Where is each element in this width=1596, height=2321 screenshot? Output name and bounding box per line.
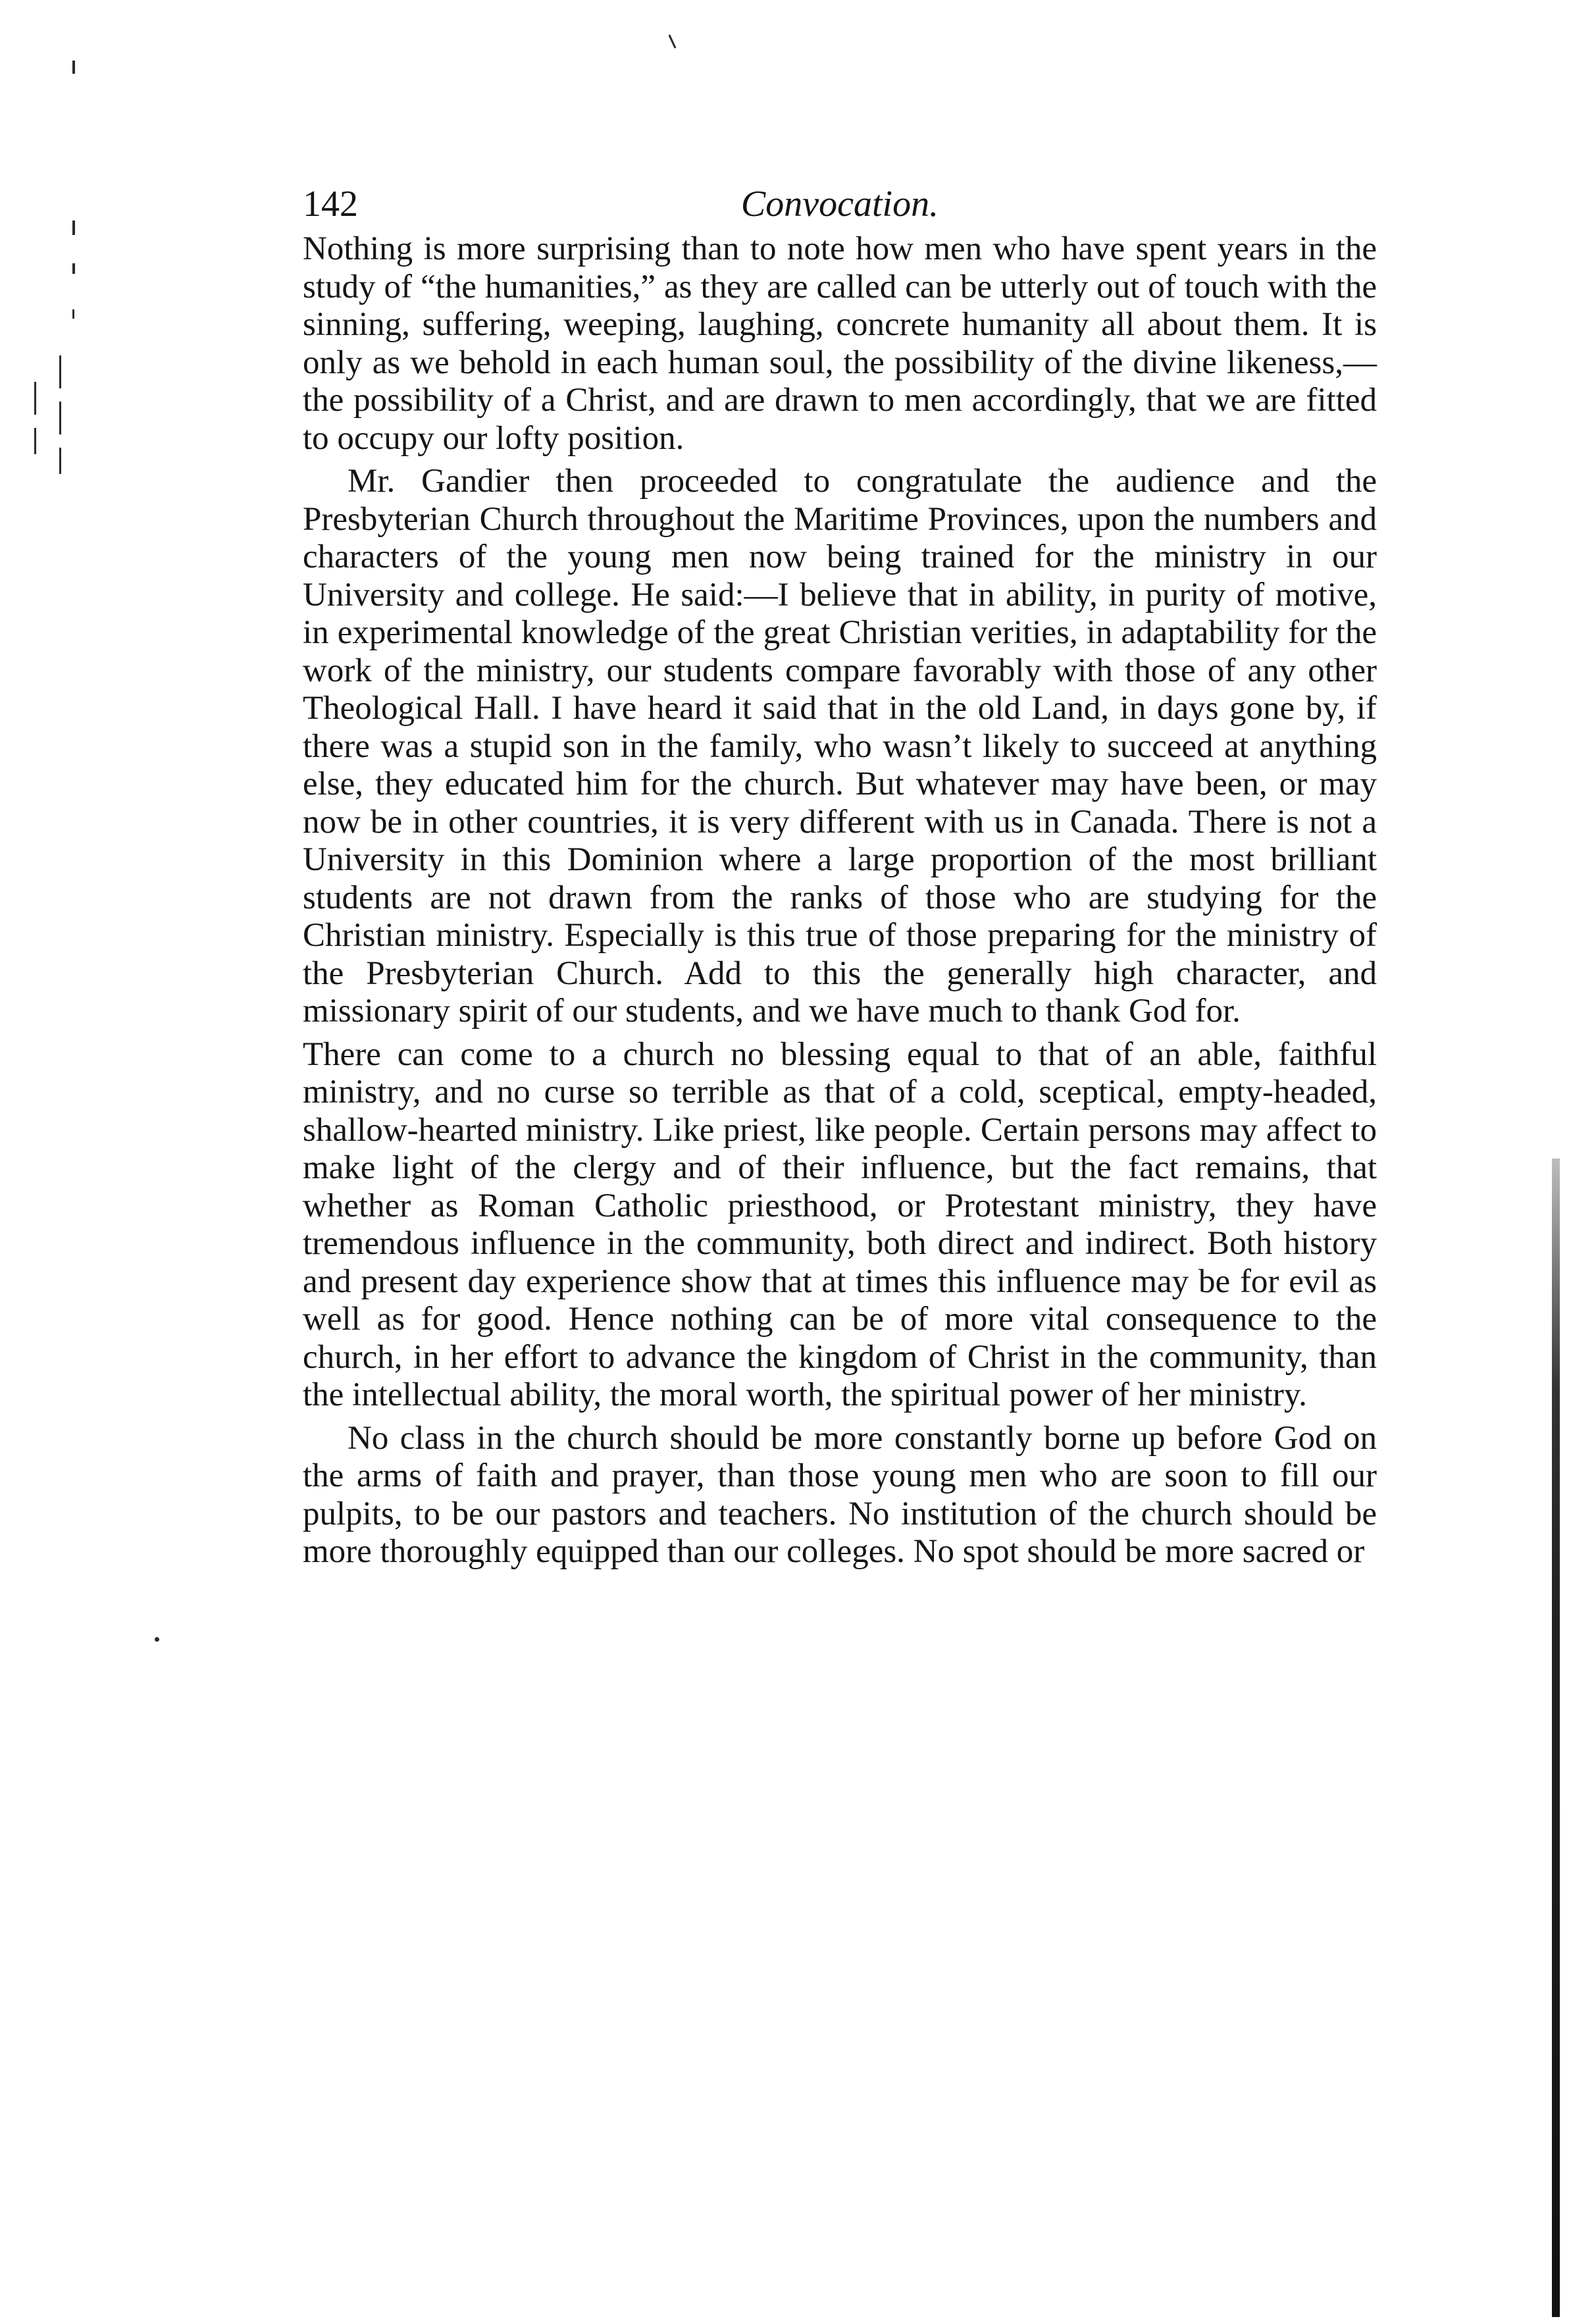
- scan-mark: [668, 34, 676, 48]
- scan-mark: [34, 428, 36, 454]
- scan-mark: [59, 448, 61, 474]
- scan-mark: [72, 309, 74, 319]
- scan-mark: [155, 1637, 159, 1642]
- paragraph: Mr. Gandier then proceeded to congratulate the audience and the Presbyterian Church throughout the Maritime Provinces, upon the numbers and characters of the young men now being trained for the ministry in our University and college. He said:—I believe that in ability, in purity of motive, in experimental knowledge of the great Christian verities, in adaptability for the work of the ministry, our students compare favorably with those of any other Theological Hall. I have heard it said that in the old Land, in days gone by, if there was a stupid son in the family, who wasn’t likely to succeed at anything else, they educated him for the church. But whatever may have been, or may now be in other countries, it is very different with us in Canada. There is not a University in this Dominion where a large proportion of the most brilliant students are not drawn from the ranks of those who are studying for the Christian ministry. Especially is this true of those preparing for the ministry of the Presbyterian Church. Add to this the generally high character, and missionary spirit of our students, and we have much to thank God for.: [303, 463, 1377, 1030]
- scan-mark: [72, 221, 75, 235]
- paragraph: Nothing is more surprising than to note how men who have spent years in the study of “the humanities,” as they are called can be utterly out of touch with the sinning, suffering, weeping, laughing, concrete humanity all about them. It is only as we behold in each human soul, the possibility of the divine likeness,—the possibility of a Christ, and are drawn to men accordingly, that we are fitted to occupy our lofty position.: [303, 230, 1377, 457]
- page-header: [303, 165, 1377, 230]
- paragraph: No class in the church should be more constantly borne up before God on the arms of faith and prayer, than those young men who are soon to fill our pulpits, to be our pastors and teachers. No institution of the church should be more thoroughly equipped than our colleges. No spot should be more sacred or: [303, 1419, 1377, 1570]
- scan-mark: [34, 382, 36, 415]
- page-edge-shadow: [1552, 1159, 1560, 2317]
- scan-mark: [72, 263, 75, 274]
- running-title: Convocation.: [740, 184, 939, 224]
- paragraph: There can come to a church no blessing equal to that of an able, faithful ministry, and no curse so terrible as that of a cold, sceptical, empty-headed, shallow-hearted ministry. Like priest, like people. Certain persons may affect to make light of the clergy and of their influence, but the fact remains, that whether as Roman Catholic priesthood, or Protestant ministry, they have tremendous influence in the community, both direct and indirect. Both history and present day experience show that at times this influence may be for evil as well as for good. Hence nothing can be of more vital consequence to the church, in her effort to advance the kingdom of Christ in the community, than the intellectual ability, the moral worth, the spiritual power of her ministry.: [303, 1035, 1377, 1413]
- scan-mark: [59, 355, 61, 388]
- scan-mark: [72, 61, 75, 74]
- book-page: [303, 165, 1377, 1577]
- scan-mark: [59, 402, 61, 434]
- page-number: 142: [303, 184, 358, 224]
- body-text: [303, 230, 1377, 1571]
